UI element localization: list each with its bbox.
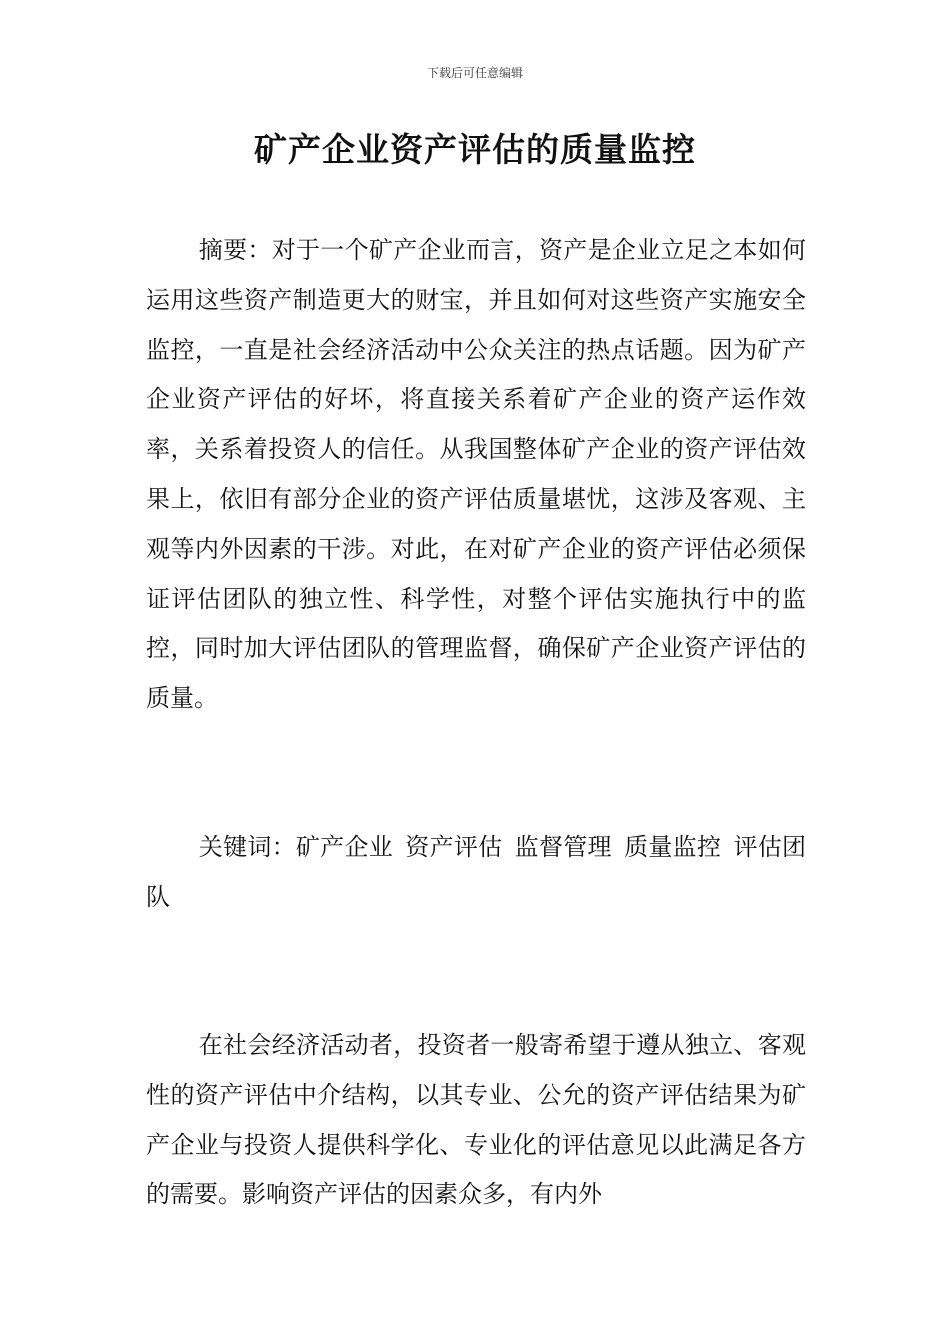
keywords-label: 关键词：	[198, 833, 296, 861]
keyword-item: 评估团队	[146, 833, 807, 911]
document-title: 矿产企业资产评估的质量监控	[254, 130, 696, 169]
keyword-item: 资产评估	[405, 833, 503, 861]
keyword-item: 监督管理	[514, 833, 612, 861]
body-paragraph: 在社会经济活动者，投资者一般寄希望于遵从独立、客观性的资产评估中介结构，以其专业、公允的资产评估结果为矿产企业与投资人提供科学化、专业化的评估意见以此满足各方的需要。影响资产评估的因素众多，有内外	[146, 1031, 806, 1209]
keyword-item: 质量监控	[623, 833, 722, 861]
keyword-item: 矿产企业	[295, 833, 394, 861]
download-note: 下载后可任意编辑	[426, 66, 523, 80]
abstract-paragraph: 摘要：对于一个矿产企业而言，资产是企业立足之本如何运用这些资产制造更大的财宝，并且如何对这些资产实施安全监控，一直是社会经济活动中公众关注的热点话题。因为矿产企业资产评估的好坏，将直接关系着矿产企业的资产运作效率，关系着投资人的信任。从我国整体矿产企业的资产评估效果上，依旧有部分企业的资产评估质量堪忧，这涉及客观、主观等内外因素的干涉。对此，在对矿产企业的资产评估必须保证评估团队的独立性、科学性，对整个评估实施执行中的监控，同时加大评估团队的管理监督，确保矿产企业资产评估的质量。	[146, 236, 806, 713]
keywords-paragraph	[146, 823, 806, 923]
